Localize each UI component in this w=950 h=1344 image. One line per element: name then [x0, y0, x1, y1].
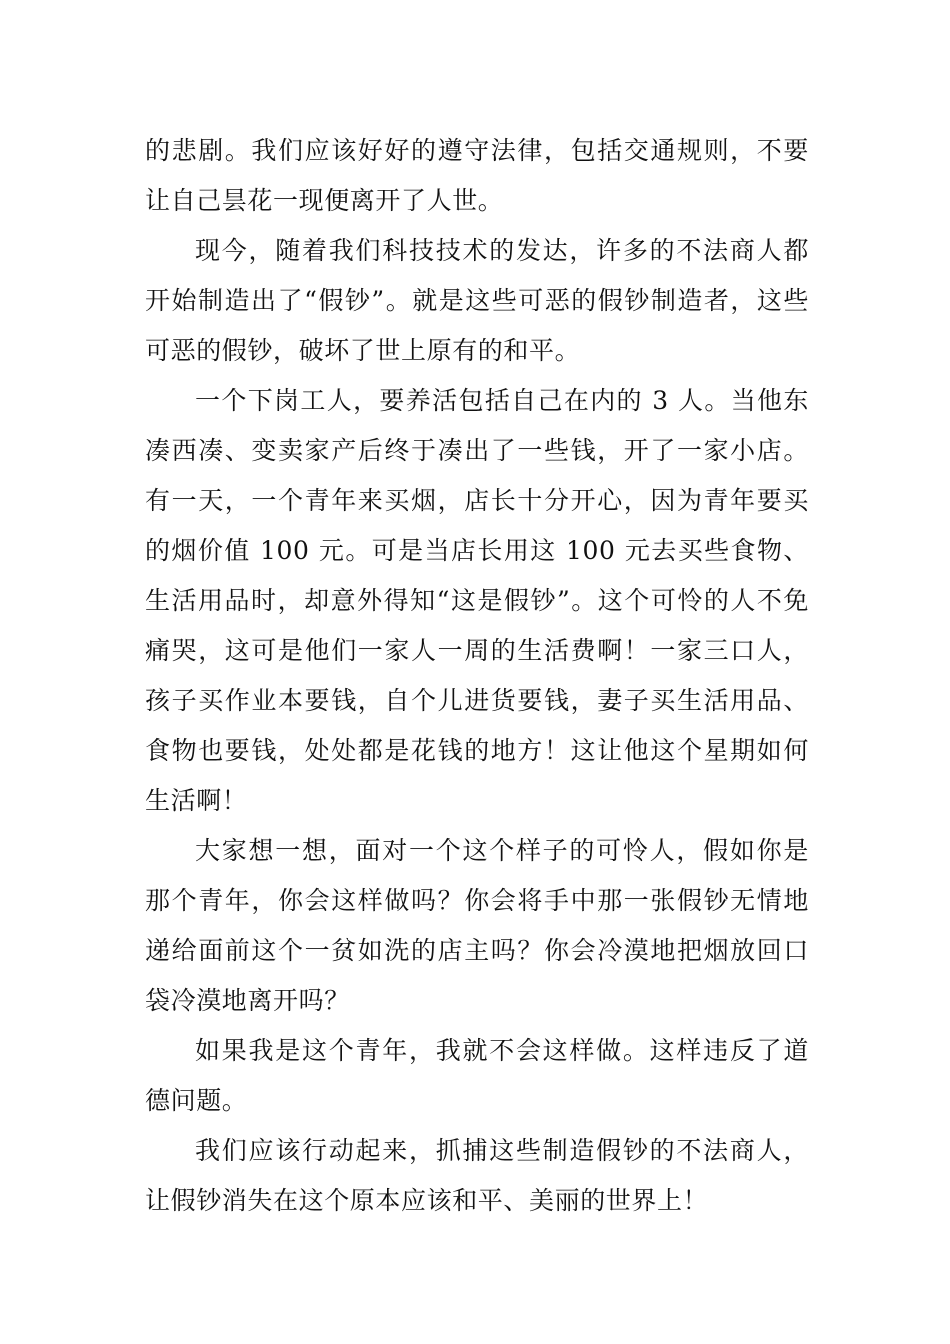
paragraph-moral-stance: 如果我是这个青年，我就不会这样做。这样违反了道德问题。: [145, 1036, 809, 1115]
paragraph-continuation: 的悲剧。我们应该好好的遵守法律，包括交通规则，不要让自己昙花一现便离开了人世。: [145, 136, 809, 215]
paragraph-call-to-action: 我们应该行动起来，抓捕这些制造假钞的不法商人，让假钞消失在这个原本应该和平、美丽的世界上！: [145, 1136, 809, 1215]
paragraph-counterfeit-intro: 现今，随着我们科技技术的发达，许多的不法商人都开始制造出了“假钞”。就是这些可恶的假钞制造者，这些可恶的假钞，破坏了世上原有的和平。: [145, 236, 809, 365]
document-body: [145, 126, 809, 1226]
paragraph-questions: 大家想一想，面对一个这个样子的可怜人，假如你是那个青年，你会这样做吗？你会将手中那一张假钞无情地递给面前这个一贫如洗的店主吗？你会冷漠地把烟放回口袋冷漠地离开吗？: [145, 836, 809, 1015]
paragraph-shopkeeper-story: 一个下岗工人，要养活包括自己在内的 3 人。当他东凑西凑、变卖家产后终于凑出了一些钱，开了一家小店。有一天，一个青年来买烟，店长十分开心，因为青年要买的烟价值 100 元。可是当店长用这 100 元去买些食物、生活用品时，却意外得知“这是假钞”。这个可怜的人不免痛哭，这可是他们一家人一周的生活费啊！一家三口人，孩子买作业本要钱，自个儿进货要钱，妻子买生活用品、食物也要钱，处处都是花钱的地方！这让他这个星期如何生活啊！: [145, 386, 809, 815]
